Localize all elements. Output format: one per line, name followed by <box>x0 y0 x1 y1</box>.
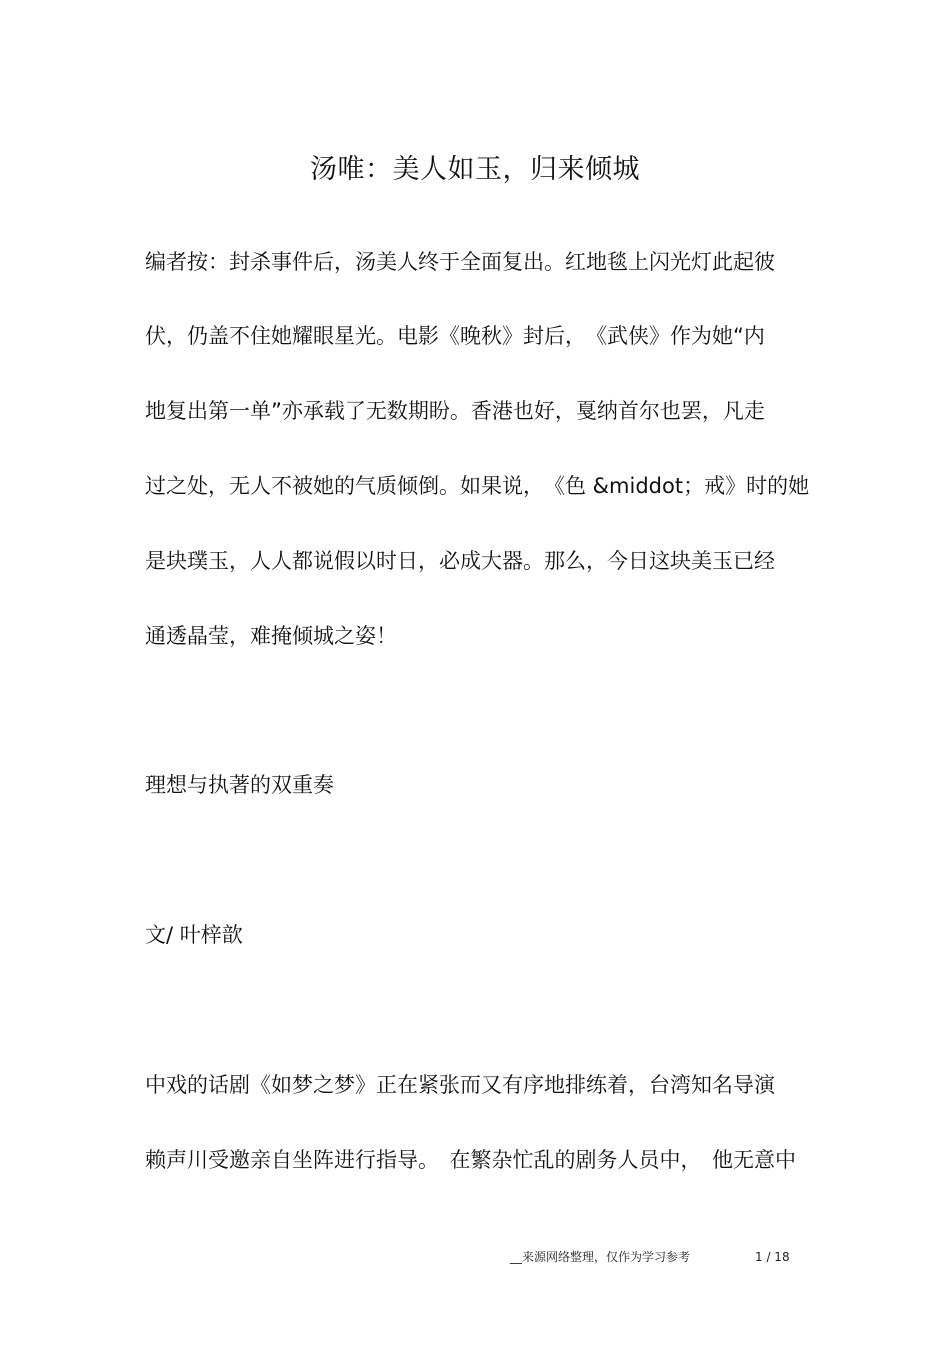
body-line: 赖声川受邀亲自坐阵进行指导。 在繁杂忙乱的剧务人员中， 他无意中 <box>145 1148 796 1172</box>
footer-note: __来源网络整理，仅作为学习参考 <box>510 1250 691 1264</box>
page-number: 1 / 18 <box>755 1250 790 1264</box>
editor-note-line: 是块璞玉，人人都说假以时日，必成大器。那么，今日这块美玉已经 <box>145 549 775 573</box>
body-line: 中戏的话剧《如梦之梦》正在紧张而又有序地排练着，台湾知名导演 <box>145 1073 775 1097</box>
editor-note-line: 通透晶莹，难掩倾城之姿！ <box>145 624 397 648</box>
editor-note-line: 地复出第一单”亦承载了无数期盼。香港也好，戛纳首尔也罢，凡走 <box>145 399 765 423</box>
editor-note-line: 过之处，无人不被她的气质倾倒。如果说， 《色 &middot；戒》时的她 <box>145 474 810 498</box>
byline: 文/ 叶梓歆 <box>145 923 243 947</box>
editor-note-line: 伏，仍盖不住她耀眼星光。电影《晚秋》封后， 《武侠》作为她“内 <box>145 324 765 348</box>
document-title: 汤唯：美人如玉，归来倾城 <box>310 154 640 185</box>
editor-note-line: 编者按：封杀事件后，汤美人终于全面复出。红地毯上闪光灯此起彼 <box>145 250 775 274</box>
section-heading: 理想与执著的双重奏 <box>145 773 334 797</box>
